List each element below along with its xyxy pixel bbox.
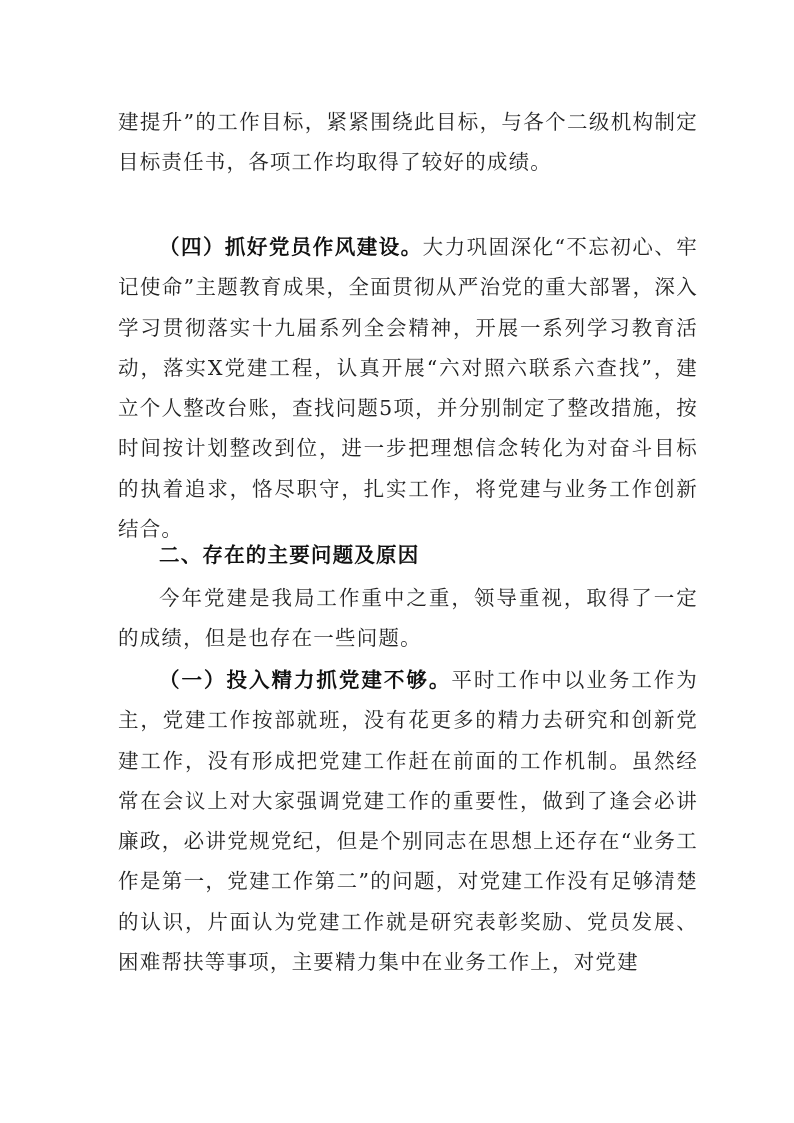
paragraph-lead-heading: （四）抓好党员作风建设。 bbox=[159, 235, 423, 259]
paragraph-lead-heading: （一）投入精力抓党建不够。 bbox=[159, 668, 452, 692]
paragraph-problem-one bbox=[118, 660, 698, 982]
paragraph-text: 平时工作中以业务工作为主，党建工作按部就班，没有花更多的精力去研究和创新党建工作，没有形成把党建工作赶在前面的工作机制。虽然经常在会议上对大家强调党建工作的重要性，做到了逢会必讲廉政，必讲党规党纪，但是个别同志在思想上还存在“业务工作是第一，党建工作第二”的问题，对党建工作没有足够清楚的认识，片面认为党建工作就是研究表彰奖励、党员发展、困难帮扶等事项，主要精力集中在业务工作上，对党建 bbox=[118, 668, 698, 975]
paragraph-continuation bbox=[118, 102, 698, 183]
section-heading: 二、存在的主要问题及原因 bbox=[159, 543, 420, 567]
paragraph-text: 今年党建是我局工作重中之重，领导重视，取得了一定的成绩，但是也存在一些问题。 bbox=[118, 586, 698, 651]
paragraph-text: 大力巩固深化“不忘初心、牢记使命”主题教育成果，全面贯彻从严治党的重大部署，深入学习贯彻落实十九届系列全会精神，开展一系列学习教育活动，落实X党建工程，认真开展“六对照六联系六查找”，建立个人整改台账，查找问题5项，并分别制定了整改措施，按时间按计划整改到位，进一步把理想信念转化为对奋斗目标的执着追求，恪尽职守，扎实工作，将党建与业务工作创新结合。 bbox=[118, 235, 698, 542]
paragraph-party-style bbox=[118, 227, 698, 549]
paragraph-text: 建提升”的工作目标，紧紧围绕此目标，与各个二级机构制定目标责任书，各项工作均取得了较好的成绩。 bbox=[118, 110, 698, 175]
paragraph-intro-problems bbox=[118, 578, 698, 659]
